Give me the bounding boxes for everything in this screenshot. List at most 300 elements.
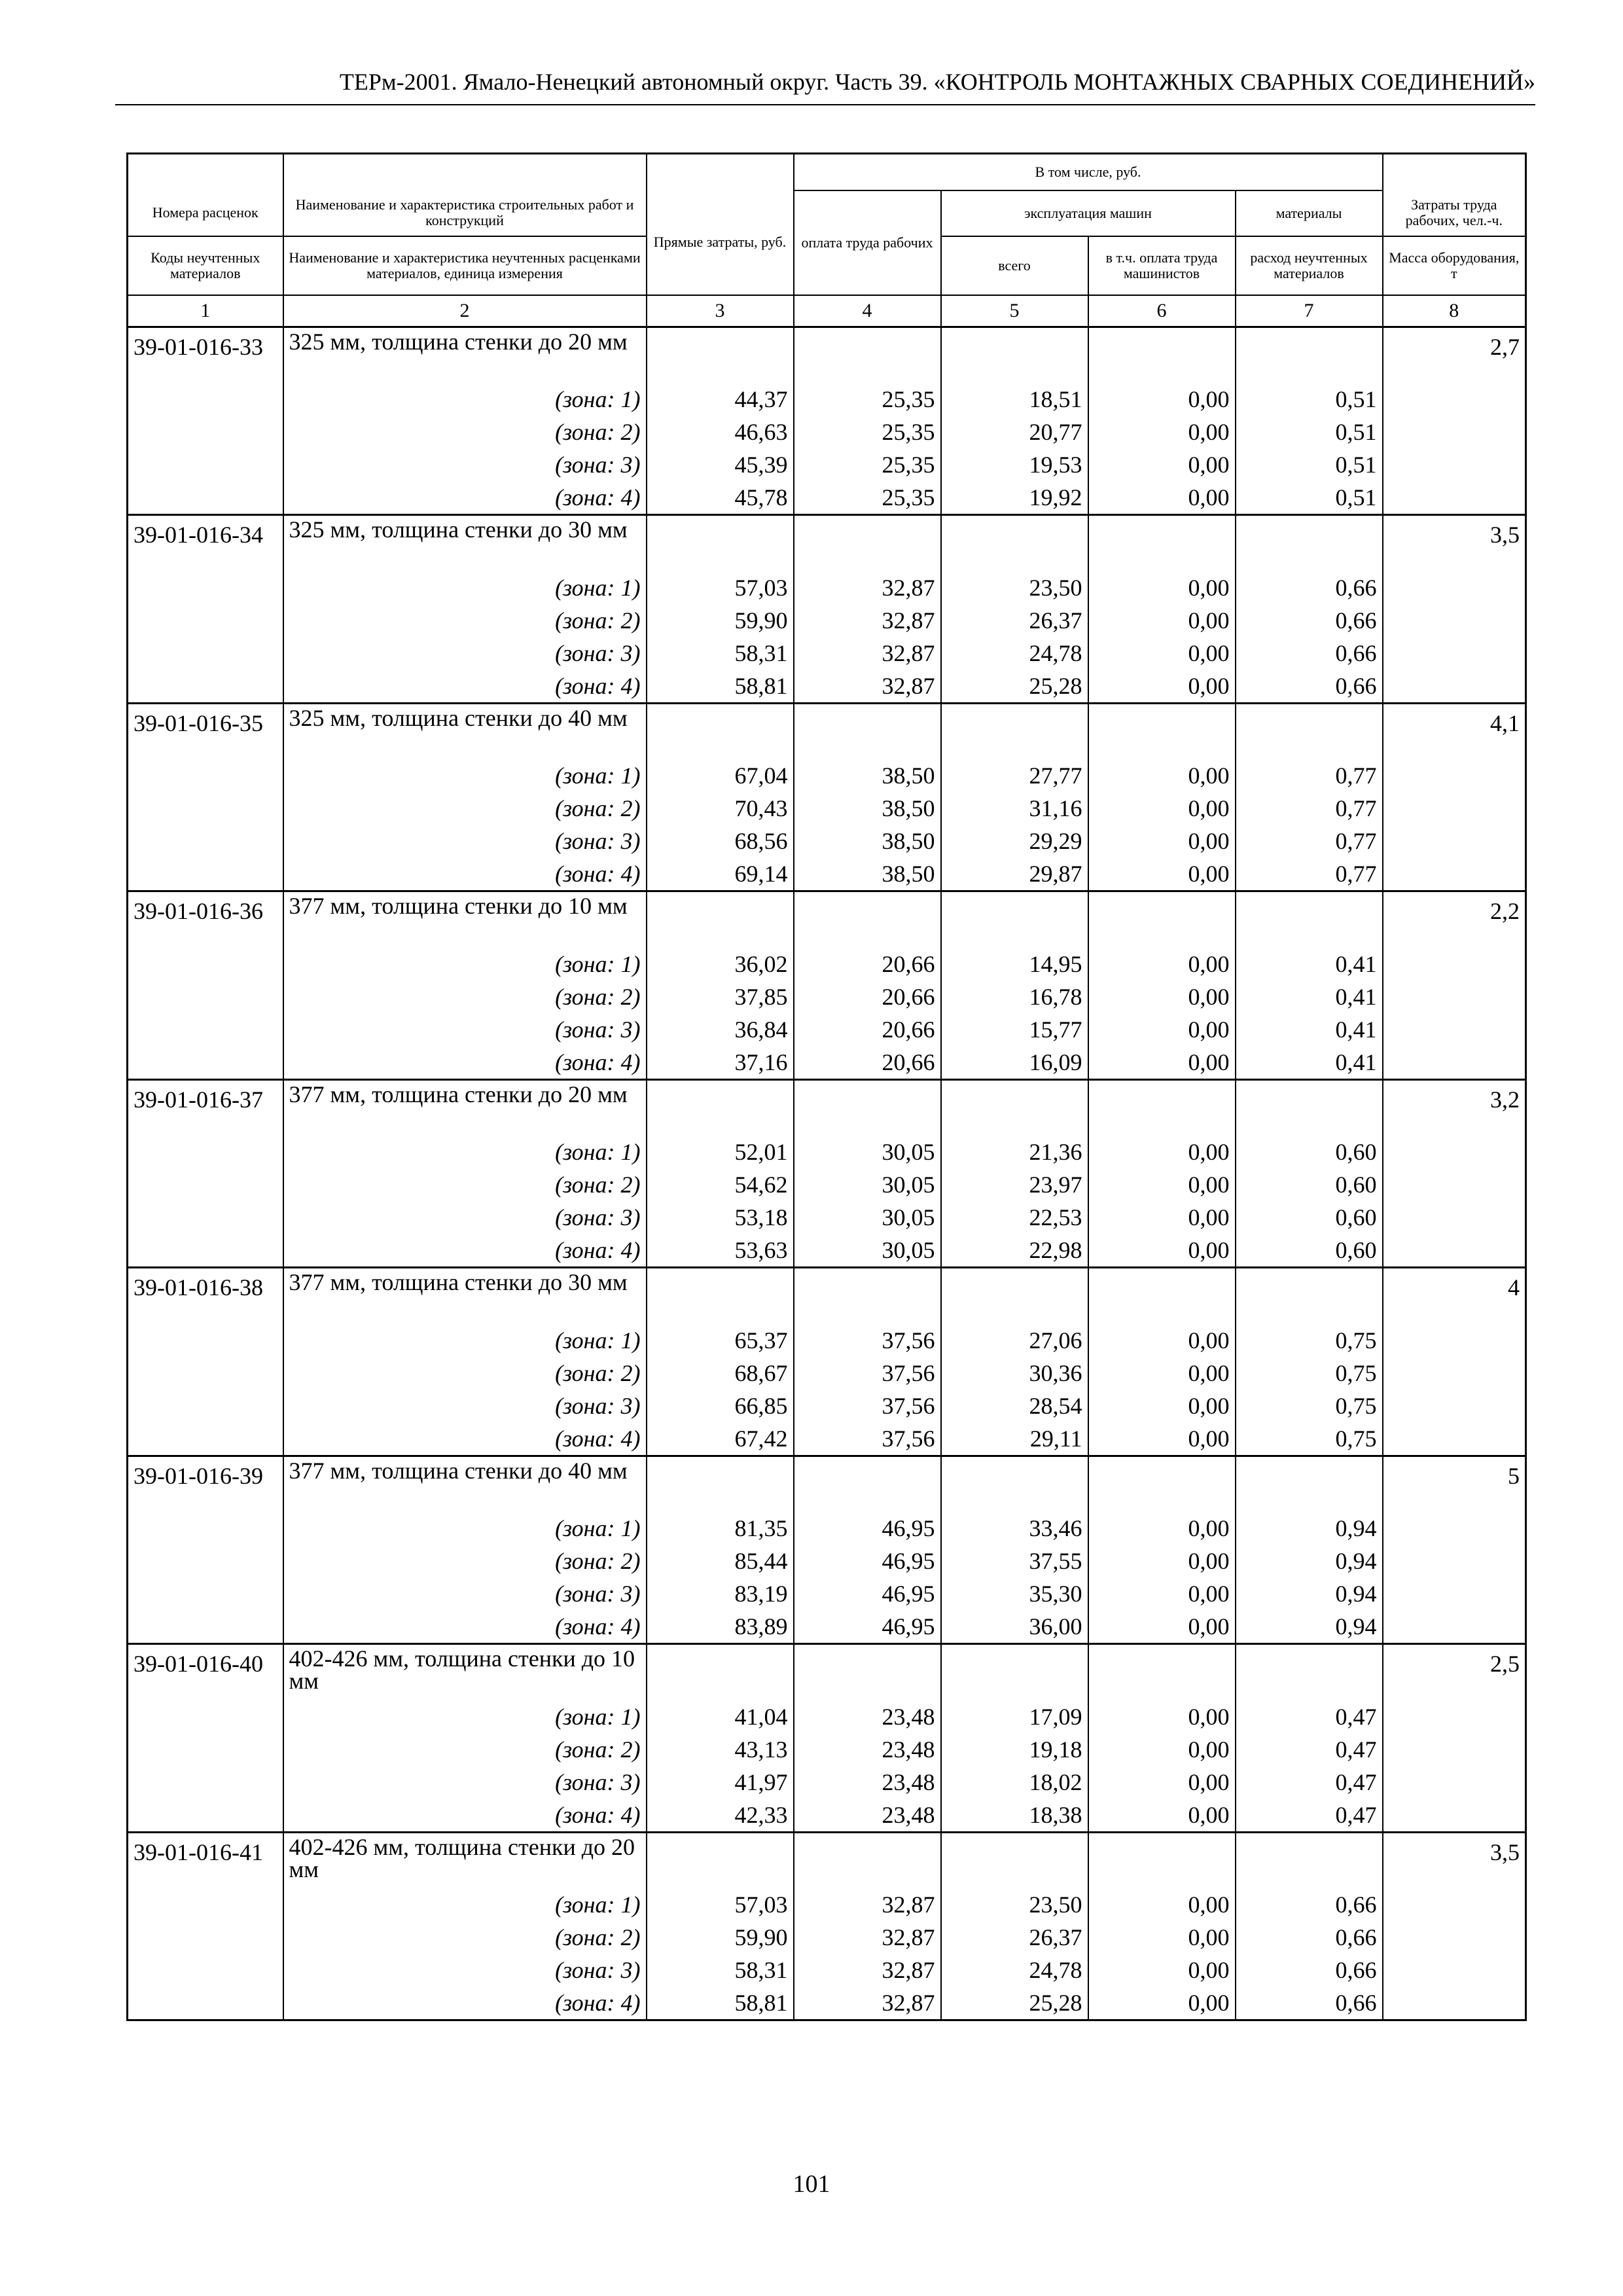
- labor-pay-cell: [794, 1079, 941, 1136]
- labor-pay: 38,50: [794, 825, 941, 857]
- machinist-pay: 0,00: [1088, 1610, 1236, 1644]
- machines-total: 29,11: [941, 1422, 1088, 1456]
- labor-pay: 32,87: [794, 637, 941, 670]
- machines-total: 24,78: [941, 1954, 1088, 1986]
- zone-label: (зона: 3): [283, 637, 647, 670]
- zone-label: (зона: 4): [283, 1986, 647, 2020]
- zone-row: [128, 1390, 1526, 1422]
- zone-row: [128, 1357, 1526, 1390]
- machinist-pay: 0,00: [1088, 792, 1236, 825]
- machines-total: 26,37: [941, 604, 1088, 637]
- materials-usage: 0,77: [1236, 759, 1383, 792]
- machines-total: 29,87: [941, 857, 1088, 891]
- column-number: 1: [128, 295, 283, 327]
- equipment-mass: 3,2: [1383, 1079, 1526, 1268]
- machines-total: 18,51: [941, 383, 1088, 416]
- zone-label: (зона: 3): [283, 1577, 647, 1610]
- materials-usage: 0,47: [1236, 1766, 1383, 1799]
- rate-title-row: [128, 1268, 1526, 1324]
- direct-cost: 59,90: [647, 604, 794, 637]
- direct-cost: 67,42: [647, 1422, 794, 1456]
- rate-title-row: [128, 1832, 1526, 1888]
- work-name-header: Наименование и характеристика строительных работ и конструкций: [283, 190, 647, 236]
- zone-label: (зона: 3): [283, 1201, 647, 1234]
- zone-row: [128, 1046, 1526, 1080]
- column-number: 7: [1236, 295, 1383, 327]
- zone-label: (зона: 3): [283, 448, 647, 481]
- zone-label: (зона: 4): [283, 1422, 647, 1456]
- machines-total-cell: [941, 1644, 1088, 1700]
- labor-pay: 37,56: [794, 1390, 941, 1422]
- direct-cost: 43,13: [647, 1733, 794, 1766]
- rate-code: 39-01-016-35: [128, 703, 283, 891]
- zone-label: (зона: 2): [283, 1545, 647, 1577]
- rate-title-row: [128, 891, 1526, 948]
- labor-pay: 20,66: [794, 980, 941, 1013]
- rate-title: 325 мм, толщина стенки до 40 мм: [283, 703, 647, 759]
- labor-pay: 25,35: [794, 481, 941, 515]
- rate-group: [128, 515, 1526, 704]
- rate-group: [128, 1644, 1526, 1833]
- rate-title: 377 мм, толщина стенки до 30 мм: [283, 1268, 647, 1324]
- labor-pay: 32,87: [794, 571, 941, 604]
- materials-usage-cell: [1236, 703, 1383, 759]
- zone-label: (зона: 4): [283, 670, 647, 704]
- in-that-number-header: В том числе, руб.: [794, 154, 1383, 190]
- machinist-pay: 0,00: [1088, 825, 1236, 857]
- labor-pay: 32,87: [794, 604, 941, 637]
- direct-cost: 45,78: [647, 481, 794, 515]
- machinist-pay-cell: [1088, 1832, 1236, 1888]
- direct-cost: 57,03: [647, 571, 794, 604]
- zone-label: (зона: 3): [283, 1766, 647, 1799]
- materials-usage: 0,94: [1236, 1577, 1383, 1610]
- rate-title: 377 мм, толщина стенки до 10 мм: [283, 891, 647, 948]
- direct-cost: 70,43: [647, 792, 794, 825]
- machines-total: 23,97: [941, 1168, 1088, 1201]
- labor-pay: 23,48: [794, 1799, 941, 1833]
- header-blank-cell: [283, 154, 647, 190]
- zone-label: (зона: 4): [283, 1799, 647, 1833]
- machinist-pay: 0,00: [1088, 1577, 1236, 1610]
- zone-row: [128, 571, 1526, 604]
- materials-usage-cell: [1236, 1832, 1383, 1888]
- machinist-pay: 0,00: [1088, 637, 1236, 670]
- rate-code: 39-01-016-39: [128, 1456, 283, 1644]
- zone-label: (зона: 3): [283, 1013, 647, 1046]
- zone-label: (зона: 4): [283, 481, 647, 515]
- machines-total: 26,37: [941, 1921, 1088, 1954]
- direct-cost: 58,31: [647, 1954, 794, 1986]
- labor-pay: 38,50: [794, 792, 941, 825]
- machines-total: 18,02: [941, 1766, 1088, 1799]
- zone-label: (зона: 4): [283, 857, 647, 891]
- direct-cost-cell: [647, 703, 794, 759]
- machinist-pay: 0,00: [1088, 1512, 1236, 1545]
- direct-cost: 83,19: [647, 1577, 794, 1610]
- machines-total: 23,50: [941, 571, 1088, 604]
- labor-pay: 32,87: [794, 1888, 941, 1921]
- machinist-pay: 0,00: [1088, 1921, 1236, 1954]
- rate-title-row: [128, 1079, 1526, 1136]
- labor-pay: 37,56: [794, 1324, 941, 1357]
- zone-row: [128, 670, 1526, 704]
- materials-usage: 0,60: [1236, 1234, 1383, 1268]
- rate-code: 39-01-016-34: [128, 515, 283, 704]
- labor-pay: 30,05: [794, 1234, 941, 1268]
- zone-row: [128, 825, 1526, 857]
- equipment-mass: 2,7: [1383, 327, 1526, 515]
- machines-total: 31,16: [941, 792, 1088, 825]
- machinist-pay: 0,00: [1088, 604, 1236, 637]
- machinist-pay-cell: [1088, 1644, 1236, 1700]
- machines-total-cell: [941, 703, 1088, 759]
- machines-total: 22,53: [941, 1201, 1088, 1234]
- machines-total: 37,55: [941, 1545, 1088, 1577]
- direct-cost: 42,33: [647, 1799, 794, 1833]
- zone-row: [128, 1766, 1526, 1799]
- labor-pay: 25,35: [794, 448, 941, 481]
- rate-group: [128, 1832, 1526, 2020]
- machinist-pay-cell: [1088, 891, 1236, 948]
- zone-row: [128, 1986, 1526, 2020]
- materials-usage-cell: [1236, 327, 1383, 383]
- direct-costs-header: Прямые затраты, руб.: [647, 190, 794, 295]
- labor-pay: 37,56: [794, 1357, 941, 1390]
- machinist-pay: 0,00: [1088, 1766, 1236, 1799]
- materials-usage: 0,66: [1236, 670, 1383, 704]
- equipment-mass: 5: [1383, 1456, 1526, 1644]
- zone-label: (зона: 2): [283, 1733, 647, 1766]
- rate-title-row: [128, 515, 1526, 571]
- machinist-pay: 0,00: [1088, 1201, 1236, 1234]
- machinist-pay: 0,00: [1088, 1324, 1236, 1357]
- labor-pay: 20,66: [794, 948, 941, 980]
- machines-total: 27,06: [941, 1324, 1088, 1357]
- zone-row: [128, 1733, 1526, 1766]
- direct-cost: 44,37: [647, 383, 794, 416]
- equipment-mass: 4: [1383, 1268, 1526, 1456]
- material-codes-header: Коды неучтенных материалов: [128, 236, 283, 295]
- rate-group: [128, 327, 1526, 515]
- labor-pay: 25,35: [794, 383, 941, 416]
- labor-pay: 30,05: [794, 1168, 941, 1201]
- labor-pay-cell: [794, 891, 941, 948]
- unaccounted-materials-header: расход неучтенных материалов: [1236, 236, 1383, 295]
- zone-row: [128, 1954, 1526, 1986]
- zone-row: [128, 383, 1526, 416]
- machines-total-cell: [941, 1268, 1088, 1324]
- machinist-pay-cell: [1088, 1079, 1236, 1136]
- labor-pay: 23,48: [794, 1733, 941, 1766]
- column-number: 4: [794, 295, 941, 327]
- machines-total: 25,28: [941, 670, 1088, 704]
- direct-cost: 46,63: [647, 416, 794, 448]
- materials-usage: 0,77: [1236, 857, 1383, 891]
- labor-pay: 30,05: [794, 1201, 941, 1234]
- material-name-header: Наименование и характеристика неучтенных расценками материалов, единица измерения: [283, 236, 647, 295]
- rate-group: [128, 1268, 1526, 1456]
- machines-total-cell: [941, 891, 1088, 948]
- labor-pay: 38,50: [794, 759, 941, 792]
- machines-total: 19,18: [941, 1733, 1088, 1766]
- materials-usage: 0,51: [1236, 481, 1383, 515]
- rate-title: 325 мм, толщина стенки до 30 мм: [283, 515, 647, 571]
- direct-cost: 45,39: [647, 448, 794, 481]
- machinist-pay-cell: [1088, 327, 1236, 383]
- zone-row: [128, 1136, 1526, 1168]
- labor-pay: 25,35: [794, 416, 941, 448]
- machines-total-cell: [941, 1832, 1088, 1888]
- equipment-mass: 2,2: [1383, 891, 1526, 1080]
- labor-pay: 20,66: [794, 1013, 941, 1046]
- rate-group: [128, 703, 1526, 891]
- zone-label: (зона: 3): [283, 825, 647, 857]
- direct-cost: 53,63: [647, 1234, 794, 1268]
- direct-cost: 83,89: [647, 1610, 794, 1644]
- zone-label: (зона: 1): [283, 383, 647, 416]
- materials-usage-cell: [1236, 1456, 1383, 1512]
- zone-row: [128, 481, 1526, 515]
- direct-cost: 52,01: [647, 1136, 794, 1168]
- machinist-pay: 0,00: [1088, 1357, 1236, 1390]
- zone-label: (зона: 1): [283, 1700, 647, 1733]
- zone-label: (зона: 1): [283, 1888, 647, 1921]
- materials-usage: 0,77: [1236, 792, 1383, 825]
- zone-label: (зона: 3): [283, 1390, 647, 1422]
- machines-total-cell: [941, 327, 1088, 383]
- direct-cost-cell: [647, 1456, 794, 1512]
- direct-cost-cell: [647, 891, 794, 948]
- materials-usage: 0,60: [1236, 1136, 1383, 1168]
- labor-pay-cell: [794, 1456, 941, 1512]
- machinist-pay: 0,00: [1088, 670, 1236, 704]
- rate-number-header: Номера расценок: [128, 190, 283, 236]
- machines-total-cell: [941, 515, 1088, 571]
- direct-cost: 68,67: [647, 1357, 794, 1390]
- direct-cost: 41,97: [647, 1766, 794, 1799]
- machinist-pay: 0,00: [1088, 759, 1236, 792]
- direct-cost: 85,44: [647, 1545, 794, 1577]
- zone-label: (зона: 2): [283, 980, 647, 1013]
- equipment-mass: 2,5: [1383, 1644, 1526, 1833]
- materials-usage: 0,47: [1236, 1700, 1383, 1733]
- header-blank-cell: [647, 154, 794, 190]
- machinist-pay: 0,00: [1088, 1733, 1236, 1766]
- direct-cost-cell: [647, 327, 794, 383]
- labor-pay-cell: [794, 1268, 941, 1324]
- machinist-pay: 0,00: [1088, 1545, 1236, 1577]
- zone-row: [128, 1422, 1526, 1456]
- direct-cost: 69,14: [647, 857, 794, 891]
- zone-row: [128, 637, 1526, 670]
- zone-row: [128, 1921, 1526, 1954]
- machines-total: 22,98: [941, 1234, 1088, 1268]
- direct-cost-cell: [647, 1268, 794, 1324]
- materials-usage: 0,66: [1236, 1954, 1383, 1986]
- materials-usage-cell: [1236, 1268, 1383, 1324]
- materials-usage: 0,41: [1236, 948, 1383, 980]
- zone-row: [128, 980, 1526, 1013]
- materials-usage: 0,66: [1236, 604, 1383, 637]
- zone-label: (зона: 2): [283, 604, 647, 637]
- materials-usage: 0,66: [1236, 571, 1383, 604]
- materials-usage: 0,75: [1236, 1324, 1383, 1357]
- column-number: 5: [941, 295, 1088, 327]
- machines-total: 30,36: [941, 1357, 1088, 1390]
- rate-group: [128, 1456, 1526, 1644]
- zone-row: [128, 1234, 1526, 1268]
- machinist-pay: 0,00: [1088, 1390, 1236, 1422]
- labor-pay: 23,48: [794, 1766, 941, 1799]
- rate-code: 39-01-016-36: [128, 891, 283, 1080]
- zone-label: (зона: 2): [283, 416, 647, 448]
- labor-pay-cell: [794, 1832, 941, 1888]
- machines-total: 16,09: [941, 1046, 1088, 1080]
- materials-usage-cell: [1236, 891, 1383, 948]
- rate-code: 39-01-016-40: [128, 1644, 283, 1833]
- machinist-pay-cell: [1088, 703, 1236, 759]
- machines-total: 14,95: [941, 948, 1088, 980]
- direct-cost: 53,18: [647, 1201, 794, 1234]
- labor-pay: 46,95: [794, 1512, 941, 1545]
- rate-title: 377 мм, толщина стенки до 20 мм: [283, 1079, 647, 1136]
- machinist-pay: 0,00: [1088, 1168, 1236, 1201]
- materials-usage: 0,66: [1236, 1986, 1383, 2020]
- machines-total: 28,54: [941, 1390, 1088, 1422]
- machines-total: 18,38: [941, 1799, 1088, 1833]
- page-number: 101: [793, 2170, 830, 2198]
- rate-title: 325 мм, толщина стенки до 20 мм: [283, 327, 647, 383]
- materials-usage-cell: [1236, 515, 1383, 571]
- equipment-mass: 3,5: [1383, 515, 1526, 704]
- rate-code: 39-01-016-38: [128, 1268, 283, 1456]
- materials-usage: 0,41: [1236, 1013, 1383, 1046]
- machinist-pay: 0,00: [1088, 1888, 1236, 1921]
- header-blank-cell: [128, 154, 283, 190]
- machinist-pay: 0,00: [1088, 857, 1236, 891]
- materials-header: материалы: [1236, 190, 1383, 236]
- zone-row: [128, 1324, 1526, 1357]
- zone-label: (зона: 4): [283, 1046, 647, 1080]
- zone-row: [128, 1700, 1526, 1733]
- labor-pay: 30,05: [794, 1136, 941, 1168]
- machines-total: 21,36: [941, 1136, 1088, 1168]
- machines-total: 20,77: [941, 416, 1088, 448]
- zone-row: [128, 416, 1526, 448]
- labor-pay: 32,87: [794, 1954, 941, 1986]
- direct-cost-cell: [647, 1644, 794, 1700]
- zone-row: [128, 948, 1526, 980]
- direct-cost: 58,31: [647, 637, 794, 670]
- machines-total: 25,28: [941, 1986, 1088, 2020]
- direct-cost: 36,02: [647, 948, 794, 980]
- direct-cost: 59,90: [647, 1921, 794, 1954]
- zone-label: (зона: 1): [283, 759, 647, 792]
- machines-total: 29,29: [941, 825, 1088, 857]
- materials-usage: 0,51: [1236, 383, 1383, 416]
- labor-pay: 20,66: [794, 1046, 941, 1080]
- labor-pay: 46,95: [794, 1577, 941, 1610]
- direct-cost-cell: [647, 1079, 794, 1136]
- machinist-pay: 0,00: [1088, 1234, 1236, 1268]
- labor-pay-cell: [794, 515, 941, 571]
- zone-label: (зона: 2): [283, 1921, 647, 1954]
- zone-row: [128, 1013, 1526, 1046]
- direct-cost: 68,56: [647, 825, 794, 857]
- zone-label: (зона: 1): [283, 1136, 647, 1168]
- rate-code: 39-01-016-33: [128, 327, 283, 515]
- materials-usage-cell: [1236, 1644, 1383, 1700]
- rates-table: [126, 152, 1527, 2021]
- column-number: 6: [1088, 295, 1236, 327]
- machinist-pay-cell: [1088, 1268, 1236, 1324]
- materials-usage: 0,51: [1236, 416, 1383, 448]
- zone-label: (зона: 1): [283, 1324, 647, 1357]
- zone-row: [128, 1545, 1526, 1577]
- machinist-pay-cell: [1088, 1456, 1236, 1512]
- machinist-pay: 0,00: [1088, 1013, 1236, 1046]
- machines-total: 36,00: [941, 1610, 1088, 1644]
- equipment-mass: 4,1: [1383, 703, 1526, 891]
- rate-title: 402-426 мм, толщина стенки до 20 мм: [283, 1832, 647, 1888]
- machinist-pay: 0,00: [1088, 1700, 1236, 1733]
- machines-total: 16,78: [941, 980, 1088, 1013]
- labor-pay: 32,87: [794, 1921, 941, 1954]
- zone-row: [128, 1168, 1526, 1201]
- direct-cost: 41,04: [647, 1700, 794, 1733]
- direct-cost: 58,81: [647, 670, 794, 704]
- machinist-pay: 0,00: [1088, 1136, 1236, 1168]
- direct-cost-cell: [647, 515, 794, 571]
- machinist-pay: 0,00: [1088, 1954, 1236, 1986]
- zone-label: (зона: 2): [283, 1168, 647, 1201]
- labor-pay: 32,87: [794, 670, 941, 704]
- labor-pay: 32,87: [794, 1986, 941, 2020]
- zone-row: [128, 1610, 1526, 1644]
- rate-title: 377 мм, толщина стенки до 40 мм: [283, 1456, 647, 1512]
- direct-cost: 65,37: [647, 1324, 794, 1357]
- materials-usage: 0,66: [1236, 1921, 1383, 1954]
- direct-cost: 67,04: [647, 759, 794, 792]
- materials-usage: 0,94: [1236, 1512, 1383, 1545]
- header-rule: [115, 104, 1535, 105]
- materials-usage: 0,47: [1236, 1799, 1383, 1833]
- materials-usage: 0,75: [1236, 1422, 1383, 1456]
- equipment-mass: 3,5: [1383, 1832, 1526, 2020]
- zone-label: (зона: 3): [283, 1954, 647, 1986]
- rate-title-row: [128, 327, 1526, 383]
- machines-total: 23,50: [941, 1888, 1088, 1921]
- rate-title-row: [128, 703, 1526, 759]
- machines-total: 35,30: [941, 1577, 1088, 1610]
- labor-pay: 38,50: [794, 857, 941, 891]
- materials-usage: 0,60: [1236, 1168, 1383, 1201]
- direct-cost: 57,03: [647, 1888, 794, 1921]
- machinist-pay-header: в т.ч. оплата труда машинистов: [1088, 236, 1236, 295]
- machinist-pay: 0,00: [1088, 448, 1236, 481]
- zone-label: (зона: 4): [283, 1610, 647, 1644]
- direct-cost: 81,35: [647, 1512, 794, 1545]
- materials-usage: 0,94: [1236, 1610, 1383, 1644]
- labor-pay-cell: [794, 1644, 941, 1700]
- materials-usage: 0,41: [1236, 1046, 1383, 1080]
- labor-pay: 37,56: [794, 1422, 941, 1456]
- equipment-mass-header: Масса оборудования, т: [1383, 236, 1526, 295]
- rate-group: [128, 1079, 1526, 1268]
- machines-total-cell: [941, 1456, 1088, 1512]
- zone-row: [128, 1577, 1526, 1610]
